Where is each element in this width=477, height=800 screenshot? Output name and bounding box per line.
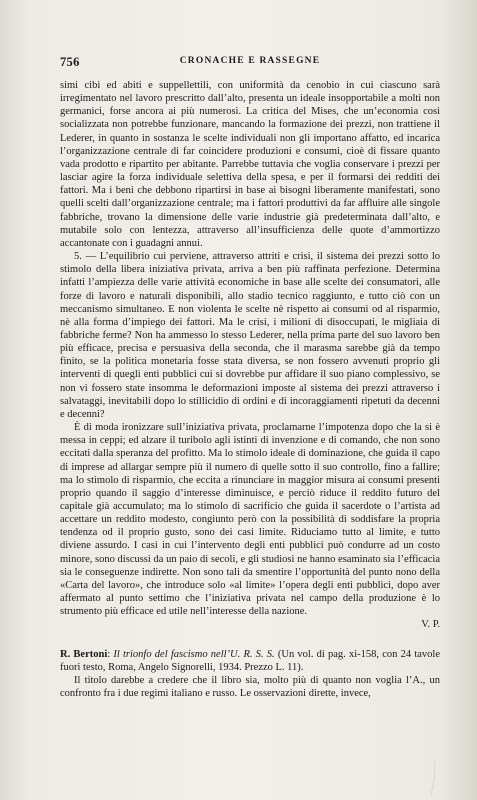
running-head: CRONACHE E RASSEGNE <box>179 56 321 66</box>
page-number: 756 <box>60 55 80 69</box>
margin-mark <box>425 760 445 795</box>
section-spacer <box>60 632 440 648</box>
review-details: (Un vol. di pag. xi-158, con 24 tavole fuori testo, Roma, Angelo Signorelli, 1934. Prezzo L. 11). <box>60 648 440 673</box>
signature: V. P. <box>421 619 440 631</box>
paragraph-2: 5. — L’equilibrio cui perviene, attraverso attriti e crisi, il sistema dei prezzi sotto lo stimolo della libera iniziativa privata, arriva a ben più raffinata perfezione. Determina infatti l’ampiezza delle varie attività economiche in base alle scelte dei consumatori, alle forze di lavoro e naturali disponibili, allo stadio tecnico raggiunto, e tutto ciò con un meccanismo simultaneo. E non violenta le scelte nè rispetto ai consumi od al risparmio, nè alla forma d’impiego dei fattori. Ma le crisi, i milioni di disoccupati, le migliaia di fabbriche ferme? Non ha ammesso lo stesso Lederer, nella prima parte del suo lavoro ben più efficace, precisa e persuasiva della seconda, che il marasma sarebbe già da tempo finito, se la politica monetaria fosse stata diversa, se non fossero avvenuti proprio gli interventi di quegli enti pubblici cui si dovrebbe pur affidare il suo piano complessivo, se non vi fossero state insomma le deformazioni imposte al sistema dei prezzi attraverso i salvataggi, inevitabili dopo lo stillicidio di ordini e di incoraggiamenti ripetuti da decenni e decenni? <box>60 251 440 420</box>
review-author: R. Bertoni <box>60 648 108 660</box>
review-text: Il titolo darebbe a credere che il libro sia, molto più di quanto non voglia l’A., un confronto fra i due regimi italiano e russo. Le osservazioni dirette, invece, <box>60 674 440 700</box>
article-body <box>60 79 440 700</box>
page-header <box>60 55 440 69</box>
book-review <box>60 648 440 701</box>
review-title: Il trionfo del fascismo nell’U. R. S. S. <box>113 648 275 660</box>
paragraph-3: È di moda ironizzare sull’iniziativa privata, proclamarne l’impotenza dopo che la si è messa in ceppi; ed alzare il turibolo agli istinti di invenzione e di comando, che non sono eccitati dalla speranza del profitto. Ma lo stimolo ideale di dominazione, che guida il capo di imprese ad allargar sempre più il numero di quelle sotto il suo controllo, fino a fallire; ma lo stimolo di risparmio, che eccita a rinunciare in maggior misura ai consumi presenti proprio quando il saggio d’interesse diminuisce, e perciò riduce il reddito futuro del capitale già accumulato; ma lo stimolo di sacrificio che guida il sacerdote o l’artista ad accettare un reddito modesto, congiunto però con la possibilità di soddisfare la propria tendenza od il proprio gusto, sono dei casi limite. Riduciamo tutto al limite, e tutto diviene assurdo. I casi in cui l’intervento degli enti pubblici può condurre ad un costo minore, sono discussi da un paio di secoli, e gli studiosi ne hanno esaminato sia l’efficacia sia le conseguenze indirette. Non sono tali da smentire l’opportunità del punto nono della «Carta del lavoro», che introduce solo «al limite» l’opera degli enti pubblici, dopo aver affermato al punto settimo che l’iniziativa privata nel campo della produzione è lo strumento più efficace ed utile nell’interesse della nazione. <box>60 422 440 618</box>
review-reference: R. Bertoni: Il trionfo del fascismo nell’U. R. S. S. (Un vol. di pag. xi-158, con 24 tavole fuori testo, Roma, Angelo Signorelli, 1934. Prezzo L. 11). <box>60 648 440 673</box>
paragraph-1: simi cibi ed abiti e suppellettili, con uniformità da cenobio in cui ciascuno sarà irregimentato nel lavoro prescritto dall’alto, presenta un ideale insopportabile a molti non germanici, forse ancora ai più numerosi. La critica del Mises, che un’economia così socializzata non potrebbe funzionare, mancando la formazione dei prezzi, non trattiene il Lederer, in quanto in sostanza le scelte individuali non gli importano affatto, ed incarica l’organizzazione centrale di far coincidere produzioni e consumi, cioè di fissare quanto vada prodotto e ripartito per abitante. Parrebbe tuttavia che voglia conservare i prezzi per lasciar agire la forza individuale selettiva della spesa, e per il formarsi dei redditi dei fattori. Ma i beni che debbono ripartirsi in base ai bisogni liberamente manifestati, sono quelli scelti dall’organizzazione centrale; ma i fattori produttivi da far affluire alle singole fabbriche, trovano la dimensione delle varie industrie già predeterminata dall’alto, e mutabile solo con lentezza, attraverso all’insufficienza delle quote d’ammortizzo accantonate con i guadagni annui. <box>60 80 440 249</box>
